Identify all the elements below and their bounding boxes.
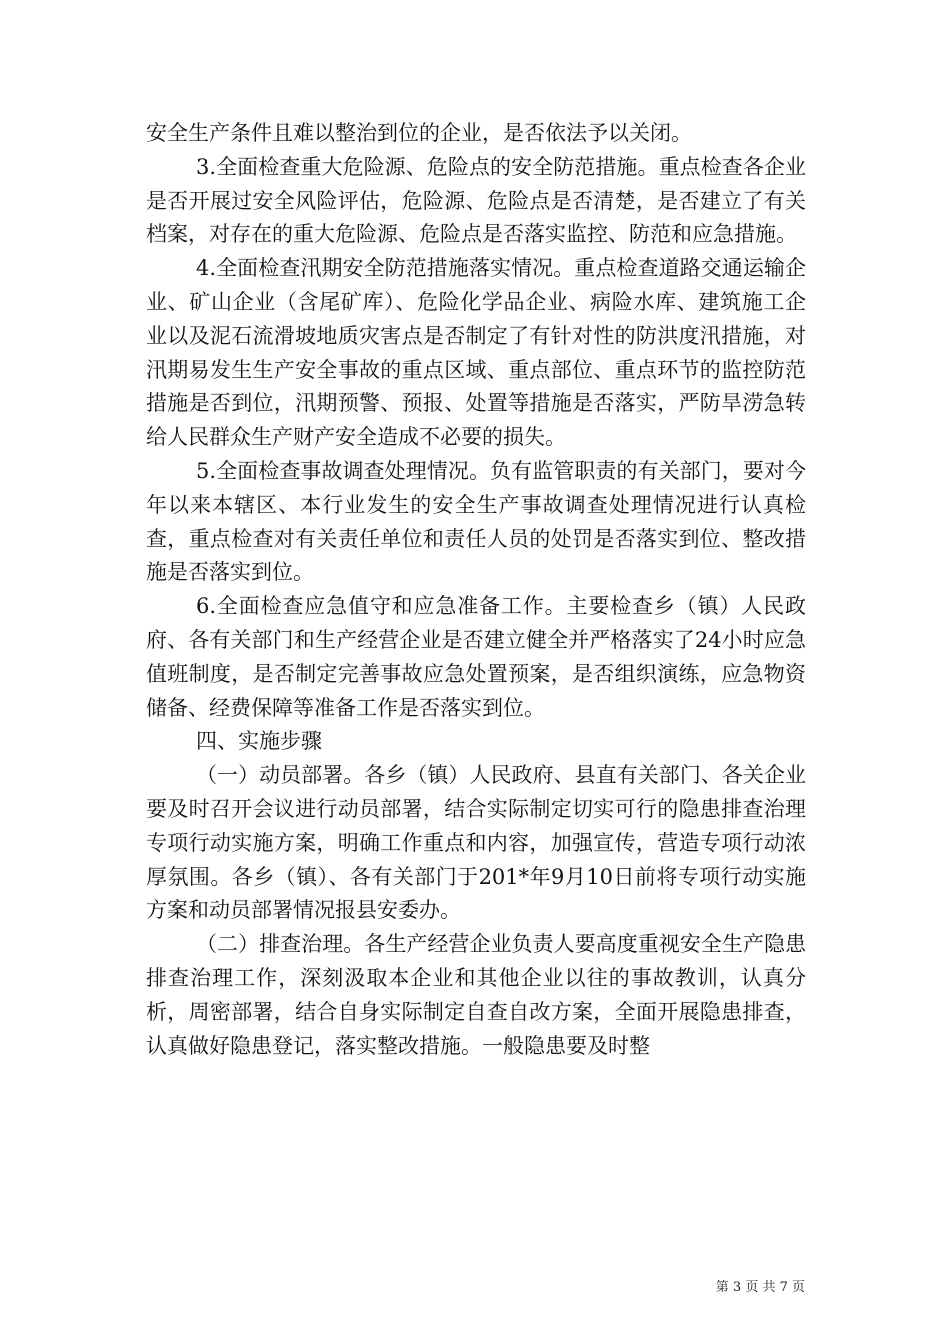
paragraph-1: 安全生产条件且难以整治到位的企业，是否依法予以关闭。 — [146, 121, 692, 145]
section-heading: 四、实施步骤 — [196, 729, 322, 754]
paragraph-7: （二）排查治理。各生产经营企业负责人要高度重视安全生产隐患排查治理工作，深刻汲取本企业和其他企业以往的事故教训，认真分析，周密部署，结合自身实际制定自查自改方案，全面开展隐患排查，认真做好隐患登记，落实整改措施。一般隐患要及时整 — [146, 932, 806, 1058]
paragraph-3: 4.全面检查汛期安全防范措施落实情况。重点检查道路交通运输企业、矿山企业（含尾矿库）、危险化学品企业、病险水库、建筑施工企业以及泥石流滑坡地质灾害点是否制定了有针对性的防洪度汛措施，对汛期易发生生产安全事故的重点区域、重点部位、重点环节的监控防范措施是否到位，汛期预警、预报、处置等措施是否落实，严防旱涝急转给人民群众生产财产安全造成不必要的损失。 — [146, 256, 806, 450]
paragraph-6: （一）动员部署。各乡（镇）人民政府、县直有关部门、各关企业要及时召开会议进行动员部署，结合实际制定切实可行的隐患排查治理专项行动实施方案，明确工作重点和内容，加强宣传，营造专项行动浓厚氛围。各乡（镇）、各有关部门于201*年9月10日前将专项行动实施方案和动员部署情况报县安委办。 — [146, 763, 806, 923]
paragraph-5: 6.全面检查应急值守和应急准备工作。主要检查乡（镇）人民政府、各有关部门和生产经营企业是否建立健全并严格落实了24小时应急值班制度，是否制定完善事故应急处置预案，是否组织演练，应急物资储备、经费保障等准备工作是否落实到位。 — [146, 594, 806, 720]
paragraph-4: 5.全面检查事故调查处理情况。负有监管职责的有关部门，要对今年以来本辖区、本行业发生的安全生产事故调查处理情况进行认真检查，重点检查对有关责任单位和责任人员的处罚是否落实到位、整改措施是否落实到位。 — [146, 458, 806, 585]
page-number: 第 3 页 共 7 页 — [715, 1280, 805, 1295]
paragraph-2: 3.全面检查重大危险源、危险点的安全防范措施。重点检查各企业是否开展过安全风险评估，危险源、危险点是否清楚，是否建立了有关档案，对存在的重大危险源、危险点是否落实监控、防范和应急措施。 — [146, 154, 806, 247]
document-body — [146, 117, 806, 1063]
